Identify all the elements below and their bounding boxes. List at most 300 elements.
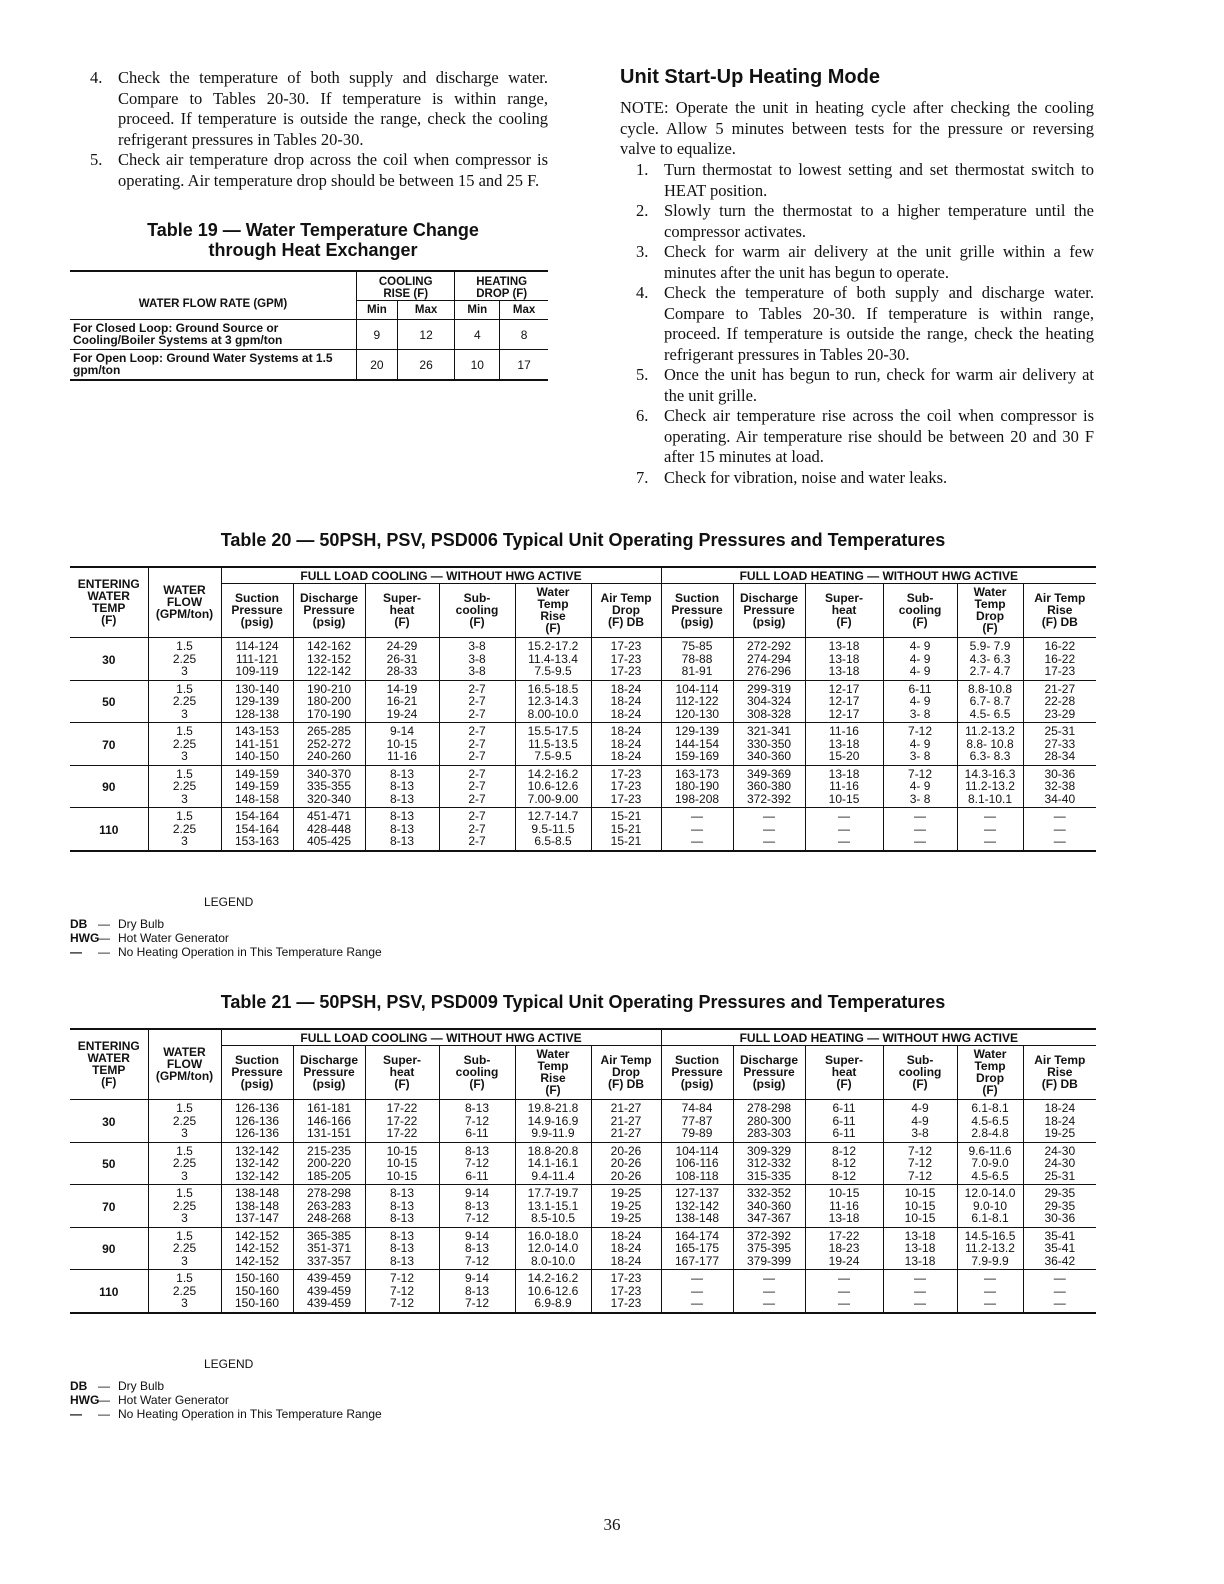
table-cell: — [957, 835, 1023, 851]
table-row [70, 835, 1096, 851]
table-cell: 2.25 [148, 1200, 221, 1213]
step-text: Slowly turn the thermostat to a higher temperature until the compressor activates. [664, 201, 1094, 241]
table-cell: 8-12 [805, 1157, 883, 1170]
legend-dash: — [98, 917, 110, 931]
table-cell: 78-88 [661, 653, 733, 666]
table-cell: 2-7 [439, 823, 515, 836]
table-cell: 150-160 [221, 1297, 293, 1313]
col-header-line: (F) [982, 1083, 998, 1097]
col-header-line: (F) [469, 615, 485, 629]
col-header-subcooling [439, 584, 515, 638]
table-row [70, 780, 1096, 793]
table-cell: 274-294 [733, 653, 805, 666]
col-header-line: WATER [87, 589, 130, 603]
table-cell: 24-30 [1023, 1157, 1096, 1170]
table-cell: 127-137 [661, 1185, 733, 1200]
col-header-discharge [733, 1046, 805, 1100]
table-row [70, 1200, 1096, 1213]
step-item [624, 242, 1094, 283]
table-cell: 3 [148, 793, 221, 808]
col-header-superheat [365, 1046, 439, 1100]
col-header-line: TEMP [92, 1063, 126, 1077]
entering-temp: 90 [70, 765, 148, 808]
table-cell: 4- 9 [883, 780, 957, 793]
col-header-line: (GPM/ton) [155, 607, 214, 621]
col-header-line: (F) [912, 1077, 928, 1091]
table-cell: 19.8-21.8 [515, 1100, 591, 1115]
table-cell: 3 [148, 1297, 221, 1313]
step-number: 5. [90, 150, 103, 169]
col-header-air_drop [591, 584, 661, 638]
table-cell: 122-142 [293, 665, 365, 680]
col-header-line: (F) [101, 613, 117, 627]
table-cell: 9.0-10 [957, 1200, 1023, 1213]
table-row [70, 793, 1096, 808]
table-cell: 7-12 [439, 1297, 515, 1313]
col-header-line: heat [831, 603, 857, 617]
table-cell: 278-298 [733, 1100, 805, 1115]
table-cell: 26-31 [365, 653, 439, 666]
t19-cell: 4 [455, 320, 500, 350]
table-cell: 349-369 [733, 765, 805, 780]
table-cell: 6-11 [883, 680, 957, 695]
t19-col-flow: WATER FLOW RATE (GPM) [70, 271, 357, 320]
temp-block [70, 680, 1096, 723]
col-header-suction [221, 584, 293, 638]
table-cell: 159-169 [661, 750, 733, 765]
col-header-line: (psig) [312, 615, 346, 629]
table-cell: 299-319 [733, 680, 805, 695]
legend-desc: Dry Bulb [118, 1379, 165, 1393]
table-cell: — [1023, 823, 1096, 836]
col-header-line: (psig) [680, 615, 714, 629]
table-cell: 3 [148, 665, 221, 680]
step-item [78, 68, 548, 150]
table-cell: 21-27 [591, 1115, 661, 1128]
table-cell: 17-23 [591, 1285, 661, 1298]
table-cell: 4.3- 6.3 [957, 653, 1023, 666]
table-cell: 126-136 [221, 1100, 293, 1115]
col-header-line: Discharge [740, 591, 799, 605]
table-cell: 1.5 [148, 765, 221, 780]
table-cell: 372-392 [733, 1227, 805, 1242]
table-cell: 138-148 [661, 1212, 733, 1227]
table-cell: 180-190 [661, 780, 733, 793]
table-cell: 19-25 [591, 1212, 661, 1227]
table-cell: 132-142 [221, 1157, 293, 1170]
table-cell: 17-22 [805, 1227, 883, 1242]
table-cell: 9.9-11.9 [515, 1127, 591, 1142]
col-header-line: Drop [976, 1071, 1005, 1085]
legend-item [70, 931, 229, 945]
table-cell: 9-14 [439, 1270, 515, 1285]
table-cell: — [1023, 1270, 1096, 1285]
table-cell: 21-27 [1023, 680, 1096, 695]
col-header-line: Suction [675, 591, 720, 605]
table-cell: 14.2-16.2 [515, 765, 591, 780]
table-cell: 8.8- 10.8 [957, 738, 1023, 751]
table-cell: 3-8 [439, 653, 515, 666]
table-cell: 4.5-6.5 [957, 1170, 1023, 1185]
col-header-line: cooling [898, 1065, 942, 1079]
col-header-line: Rise [1047, 603, 1073, 617]
table-cell: 2.7- 4.7 [957, 665, 1023, 680]
table-row [70, 1270, 1096, 1285]
table-cell: 8-13 [439, 1242, 515, 1255]
col-header-line: Air Temp [600, 1053, 652, 1067]
legend-dash: — [98, 931, 110, 945]
table-cell: 8-13 [365, 765, 439, 780]
table-cell: 6.1-8.1 [957, 1100, 1023, 1115]
col-header-subcooling [883, 584, 957, 638]
table-cell: 15.2-17.2 [515, 638, 591, 653]
table21 [70, 1028, 1096, 1314]
col-header-line: (F) DB [1041, 615, 1078, 629]
table-cell: 150-160 [221, 1285, 293, 1298]
legend-desc: Dry Bulb [118, 917, 165, 931]
table-cell: 8-13 [365, 1212, 439, 1227]
col-header-water_rise [515, 584, 591, 638]
t19-cell: 26 [397, 350, 455, 381]
heating-note: NOTE: Operate the unit in heating cycle after checking the cooling cycle. Allow 5 minutes between tests for the pressure or reversing valve to equalize. [620, 98, 1094, 158]
table-cell: 3 [148, 1170, 221, 1185]
table-cell: 21-27 [591, 1127, 661, 1142]
table-cell: 19-24 [365, 708, 439, 723]
table-cell: 8-13 [365, 793, 439, 808]
table-cell: 2.25 [148, 1285, 221, 1298]
table-cell: 7-12 [439, 1212, 515, 1227]
table-cell: 112-122 [661, 695, 733, 708]
table-cell: 428-448 [293, 823, 365, 836]
table-cell: 8-13 [365, 1200, 439, 1213]
table-cell: 10-15 [805, 1185, 883, 1200]
col-header-line: Water [536, 1047, 570, 1061]
table-cell: 6-11 [805, 1100, 883, 1115]
table-cell: 15-21 [591, 808, 661, 823]
t19-heating-h1: HEATING [476, 276, 528, 288]
table-cell: 9-14 [439, 1227, 515, 1242]
table-cell: 154-164 [221, 808, 293, 823]
table-cell: 10-15 [883, 1200, 957, 1213]
step-text: Turn thermostat to lowest setting and set thermostat switch to HEAT position. [664, 160, 1094, 200]
table-cell: 320-340 [293, 793, 365, 808]
t19-cell: 20 [357, 350, 398, 381]
step-item [624, 283, 1094, 365]
t19-cool-min: Min [357, 301, 398, 320]
table-cell: — [733, 1270, 805, 1285]
table-row [70, 1255, 1096, 1270]
table-cell: 1.5 [148, 638, 221, 653]
table-cell: 149-159 [221, 765, 293, 780]
t19-heat-max: Max [500, 301, 548, 320]
col-header-suction [661, 1046, 733, 1100]
entering-temp: 110 [70, 808, 148, 851]
table-cell: — [733, 823, 805, 836]
table-cell: 1.5 [148, 808, 221, 823]
table-cell: 2.25 [148, 780, 221, 793]
col-header-line: Air Temp [1034, 1053, 1086, 1067]
table-cell: — [957, 808, 1023, 823]
table-cell: 8-13 [365, 1242, 439, 1255]
col-header-line: Air Temp [600, 591, 652, 605]
table-row [70, 823, 1096, 836]
table-cell: 17-22 [365, 1127, 439, 1142]
table-cell: 1.5 [148, 723, 221, 738]
col-header-line: (psig) [240, 615, 274, 629]
table-cell: 150-160 [221, 1270, 293, 1285]
table-cell: 132-152 [293, 653, 365, 666]
step-number: 4. [636, 283, 649, 302]
table-cell: 8-13 [439, 1200, 515, 1213]
table-cell: 1.5 [148, 1142, 221, 1157]
table-row [70, 653, 1096, 666]
table-cell: 1.5 [148, 1227, 221, 1242]
table-cell: 138-148 [221, 1185, 293, 1200]
temp-block [70, 1142, 1096, 1185]
table-cell: 8-12 [805, 1142, 883, 1157]
step-item [624, 201, 1094, 242]
table-cell: 312-332 [733, 1157, 805, 1170]
table-cell: 12-17 [805, 708, 883, 723]
col-header-line: Water [973, 585, 1007, 599]
table-cell: 10.6-12.6 [515, 1285, 591, 1298]
table-cell: 18-23 [805, 1242, 883, 1255]
table-cell: 16.5-18.5 [515, 680, 591, 695]
col-header-line: Rise [540, 1071, 566, 1085]
col-header-line: (F) [836, 1077, 852, 1091]
col-header-line: cooling [455, 1065, 499, 1079]
table-cell: 3 [148, 1127, 221, 1142]
step-item [624, 160, 1094, 201]
col-header-line: (F) DB [608, 615, 645, 629]
col-header-entering [70, 567, 148, 638]
table-cell: 7-12 [439, 1157, 515, 1170]
table-cell: 132-142 [221, 1142, 293, 1157]
table-cell: 25-31 [1023, 1170, 1096, 1185]
table-cell: 308-328 [733, 708, 805, 723]
table-cell: 27-33 [1023, 738, 1096, 751]
col-header-line: heat [831, 1065, 857, 1079]
table-cell: 272-292 [733, 638, 805, 653]
table-cell: 240-260 [293, 750, 365, 765]
table-cell: 12-17 [805, 680, 883, 695]
col-header-line: TEMP [92, 601, 126, 615]
table-cell: 10-15 [365, 1142, 439, 1157]
table-cell: 10-15 [365, 1170, 439, 1185]
table-cell: — [883, 823, 957, 836]
col-header-line: (psig) [752, 1077, 786, 1091]
table-row [70, 1212, 1096, 1227]
col-header-line: Super- [382, 591, 421, 605]
entering-temp: 30 [102, 652, 116, 667]
table-cell: — [661, 823, 733, 836]
table-cell: 18-24 [591, 1255, 661, 1270]
table-cell: — [733, 835, 805, 851]
col-header-line: Pressure [671, 1065, 723, 1079]
table-cell: 8-13 [365, 808, 439, 823]
entering-temp: 50 [70, 1142, 148, 1185]
table-cell: 24-29 [365, 638, 439, 653]
col-header-line: (F) [545, 1083, 561, 1097]
table-cell: 11.5-13.5 [515, 738, 591, 751]
table-row [70, 1285, 1096, 1298]
table-cell: 164-174 [661, 1227, 733, 1242]
table-cell: 9.5-11.5 [515, 823, 591, 836]
table-cell: 1.5 [148, 1270, 221, 1285]
t19-col-cooling [357, 271, 455, 301]
table-cell: 129-139 [221, 695, 293, 708]
table-cell: — [661, 835, 733, 851]
table-cell: 8-13 [365, 835, 439, 851]
table-cell: 4- 9 [883, 638, 957, 653]
table-cell: 2.25 [148, 738, 221, 751]
table-cell: 9.6-11.6 [957, 1142, 1023, 1157]
legend-item [70, 945, 382, 959]
table-cell: 16-22 [1023, 653, 1096, 666]
col-header-line: WATER [87, 1051, 130, 1065]
col-header-line: (F) [394, 615, 410, 629]
table-cell: 14.1-16.1 [515, 1157, 591, 1170]
table-cell: 6-11 [805, 1115, 883, 1128]
t19-cooling-h1: COOLING [378, 276, 433, 288]
col-header-line: (psig) [240, 1077, 274, 1091]
col-header-subcooling [439, 1046, 515, 1100]
col-header-superheat [805, 584, 883, 638]
step-item [624, 406, 1094, 468]
table-cell: 4- 9 [883, 665, 957, 680]
entering-temp: 90 [70, 1227, 148, 1270]
table-cell: 7-12 [883, 723, 957, 738]
table-row [70, 1227, 1096, 1242]
col-header-entering [70, 1029, 148, 1100]
col-header-line: Water [536, 585, 570, 599]
table-cell: 309-329 [733, 1142, 805, 1157]
table-cell: 142-152 [221, 1255, 293, 1270]
t19-cell: 12 [397, 320, 455, 350]
table-cell: 17-23 [591, 638, 661, 653]
table-cell: 6.5-8.5 [515, 835, 591, 851]
table-cell: 14-19 [365, 680, 439, 695]
table-cell: — [957, 823, 1023, 836]
table-cell: 2-7 [439, 808, 515, 823]
table-cell: 17-23 [591, 665, 661, 680]
table-cell: — [805, 835, 883, 851]
col-header-line: FLOW [166, 595, 203, 609]
table-cell: 1.5 [148, 680, 221, 695]
table-cell: 8.0-10.0 [515, 1255, 591, 1270]
table-cell: 142-162 [293, 638, 365, 653]
table-cell: 10.6-12.6 [515, 780, 591, 793]
col-header-line: (F) [545, 621, 561, 635]
step-number: 5. [636, 365, 649, 384]
entering-temp: 70 [70, 1185, 148, 1228]
table-cell: 141-151 [221, 738, 293, 751]
table-cell: 12.7-14.7 [515, 808, 591, 823]
table-cell: 35-41 [1023, 1227, 1096, 1242]
table-cell: 375-395 [733, 1242, 805, 1255]
col-header-subcooling [883, 1046, 957, 1100]
table-row [70, 695, 1096, 708]
table-cell: 30-36 [1023, 765, 1096, 780]
table-cell: 4.5- 6.5 [957, 708, 1023, 723]
table-cell: 315-335 [733, 1170, 805, 1185]
legend-key: — [70, 945, 82, 959]
legend-title: LEGEND [204, 1357, 254, 1371]
col-header-line: (F) [982, 621, 998, 635]
table-cell: 4-9 [883, 1100, 957, 1115]
legend-key: HWG [70, 1393, 100, 1407]
table-cell: 161-181 [293, 1100, 365, 1115]
table-cell: 330-350 [733, 738, 805, 751]
table-cell: 16-22 [1023, 638, 1096, 653]
col-header-line: Discharge [740, 1053, 799, 1067]
table-cell: 265-285 [293, 723, 365, 738]
table-cell: — [733, 808, 805, 823]
table-row [70, 738, 1096, 751]
table-cell: 340-370 [293, 765, 365, 780]
table-cell: 22-28 [1023, 695, 1096, 708]
t19-cell: 10 [455, 350, 500, 381]
table-cell: 2-7 [439, 780, 515, 793]
table-cell: 8-13 [365, 823, 439, 836]
legend-item [70, 917, 164, 931]
col-header-line: Drop [612, 1065, 641, 1079]
table-cell: 6-11 [805, 1127, 883, 1142]
table-cell: — [805, 808, 883, 823]
step-item [624, 468, 1094, 489]
table-cell: 17-23 [591, 653, 661, 666]
col-header-line: (F) [469, 1077, 485, 1091]
table-cell: 34-40 [1023, 793, 1096, 808]
col-header-superheat [805, 1046, 883, 1100]
legend-key: DB [70, 1379, 88, 1393]
table-cell: 14.5-16.5 [957, 1227, 1023, 1242]
table-cell: 14.3-16.3 [957, 765, 1023, 780]
table-cell: 148-158 [221, 793, 293, 808]
table-cell: — [957, 1285, 1023, 1298]
t19-row-label: For Closed Loop: Ground Source or Cooling/Boiler Systems at 3 gpm/ton [70, 320, 357, 350]
table-cell: 335-355 [293, 780, 365, 793]
step-text: Check the temperature of both supply and discharge water. Compare to Tables 20-30. If temperature is within range, proceed. If temperature is outside the range, check the heating refrigerant pressures in Tables 20-30. [664, 283, 1094, 364]
table-cell: 108-118 [661, 1170, 733, 1185]
step-text: Check for vibration, noise and water leaks. [664, 467, 948, 487]
table-cell: 20-26 [591, 1157, 661, 1170]
t19-cell: 17 [500, 350, 548, 381]
table-cell: 6.7- 8.7 [957, 695, 1023, 708]
table-cell: 24-30 [1023, 1142, 1096, 1157]
table-cell: 18.8-20.8 [515, 1142, 591, 1157]
table-cell: 170-190 [293, 708, 365, 723]
t19-cell: 9 [357, 320, 398, 350]
cooling-group-header: FULL LOAD COOLING — WITHOUT HWG ACTIVE [221, 1029, 661, 1046]
table-cell: 25-31 [1023, 723, 1096, 738]
table-cell: 337-357 [293, 1255, 365, 1270]
table-cell: 365-385 [293, 1227, 365, 1242]
table-cell: 3 [148, 1255, 221, 1270]
table-cell: 11-16 [365, 750, 439, 765]
table-row [70, 638, 1096, 653]
t19-row-label: For Open Loop: Ground Water Systems at 1.5 gpm/ton [70, 350, 357, 381]
table-cell: 7-12 [365, 1285, 439, 1298]
col-header-line: Sub- [906, 591, 934, 605]
table-cell: 167-177 [661, 1255, 733, 1270]
t19-cell: 8 [500, 320, 548, 350]
heating-mode-heading: Unit Start-Up Heating Mode [620, 66, 880, 88]
table-cell: 8-13 [365, 1227, 439, 1242]
table-row [70, 723, 1096, 738]
table-cell: 19-24 [805, 1255, 883, 1270]
table-cell: 12-17 [805, 695, 883, 708]
